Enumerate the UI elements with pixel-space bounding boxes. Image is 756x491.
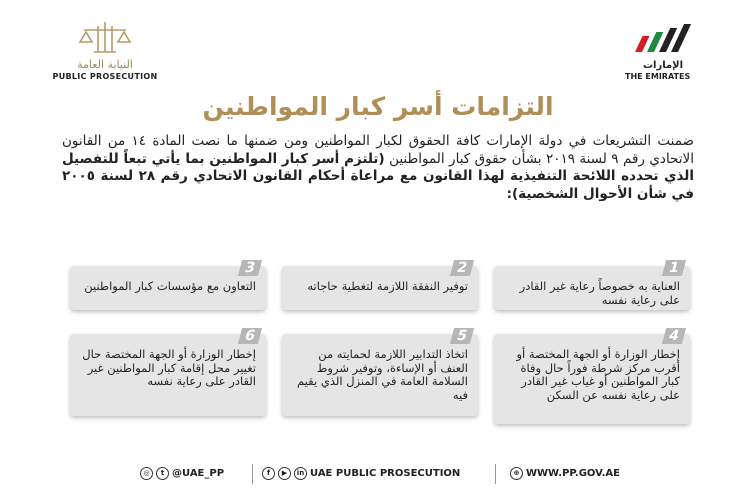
obligation-card-3 [70, 260, 266, 310]
instagram-icon[interactable]: ◎ [140, 467, 153, 480]
youtube-icon[interactable]: ▶ [278, 467, 291, 480]
footer-org [262, 467, 460, 480]
card-text: توفير النفقة اللازمة لتغطية حاجاته [307, 279, 468, 293]
obligation-card-2 [282, 260, 478, 310]
card-text: اتخاذ التدابير اللازمة لحمايته من العنف أو الإساءة، وتوفير شروط السلامة العامة في المنزل الذي يقيم فيه [297, 347, 468, 402]
the-emirates-logo [625, 22, 735, 81]
card-text: إخطار الوزارة أو الجهة المختصة حال تغيير محل إقامة كبار المواطنين غير القادر على رعاية نفسه [82, 347, 256, 388]
page-title: التزامات أسر كبار المواطنين [202, 92, 554, 121]
intro-text: ضمنت التشريعات في دولة الإمارات كافة الحقوق لكبار المواطنين ومن ضمنها ما نصت المادة ١٤ من القانون الاتحادي رقم ٩ لسنة ٢٠١٩ بشأن حقوق كبار المواطنين [62, 133, 695, 167]
linkedin-icon[interactable]: in [294, 467, 307, 480]
website-link[interactable]: WWW.PP.GOV.AE [526, 468, 620, 479]
logo-english-name: THE EMIRATES [625, 72, 691, 81]
card-number: 1 [662, 260, 686, 276]
footer-divider [252, 464, 253, 484]
obligation-card-6 [70, 328, 266, 416]
footer [0, 464, 756, 484]
org-name: UAE PUBLIC PROSECUTION [310, 468, 461, 479]
globe-icon: ⊕ [510, 467, 523, 480]
emirates-stripes-icon [625, 22, 705, 54]
card-number: 4 [662, 328, 686, 344]
card-number: 5 [450, 328, 474, 344]
card-text: إخطار الوزارة أو الجهة المختصة أو أقرب مركز شرطة فوراً حال وفاة كبار المواطنين أو غياب غير القادر على رعاية نفسه عن السكن [516, 347, 680, 402]
obligation-card-1 [494, 260, 690, 310]
card-number: 6 [238, 328, 262, 344]
card-text: التعاون مع مؤسسات كبار المواطنين [84, 279, 256, 293]
logo-arabic-name: الإمارات [643, 60, 684, 71]
intro-bold-text: (تلتزم أسر كبار المواطنين بما يأتي تبعاً للتفصيل الذي تحدده اللائحة التنفيذية لهذا القانون مع مراعاة أحكام القانون الاتحادي رقم ٢٨ لسنة ٢٠٠٥ في شأن الأحوال الشخصية): [62, 150, 694, 202]
logo-english-name: PUBLIC PROSECUTION [52, 72, 158, 81]
scales-emblem-icon [74, 18, 136, 56]
intro-paragraph [62, 133, 694, 203]
facebook-icon[interactable]: f [262, 467, 275, 480]
footer-social [140, 467, 224, 480]
obligations-grid [62, 258, 698, 430]
card-number: 3 [238, 260, 262, 276]
public-prosecution-logo [50, 18, 160, 81]
card-number: 2 [450, 260, 474, 276]
footer-divider [495, 464, 496, 484]
logo-arabic-name: النيابة العامة [77, 58, 133, 71]
footer-website [510, 467, 620, 480]
social-handle[interactable]: @UAE_PP [172, 468, 225, 479]
card-text: العناية به خصوصاً رعاية غير القادر على رعاية نفسه [519, 279, 680, 307]
obligation-card-5 [282, 328, 478, 416]
twitter-icon[interactable]: t [156, 467, 169, 480]
obligation-card-4 [494, 328, 690, 424]
